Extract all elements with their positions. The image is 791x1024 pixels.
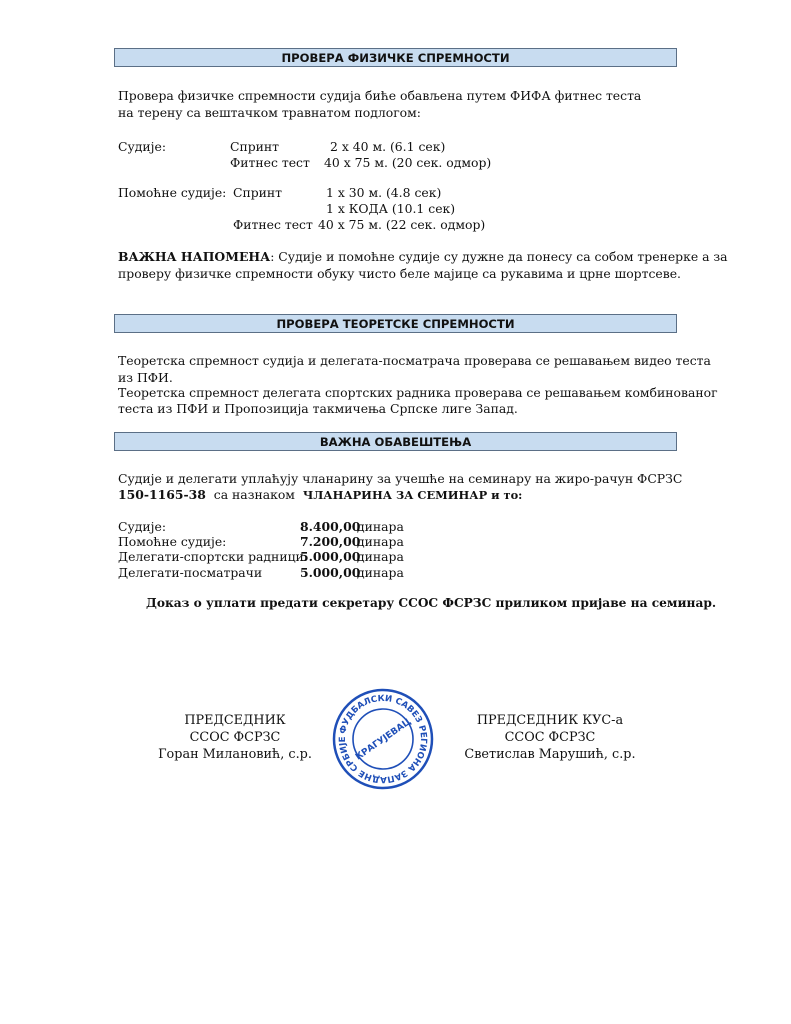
physical-intro-line-1: Провера физичке спремности судија биће обављена путем ФИФА фитнес теста: [118, 88, 642, 103]
fee-currency-assistants: динара: [357, 534, 404, 549]
theoretical-line-4: теста из ПФИ и Пропозиција такмичења Српске лиге Запад.: [118, 401, 518, 416]
fee-amount-delegates-observers: 5.000,00: [300, 565, 361, 580]
fee-currency-delegates-sport: динара: [357, 549, 404, 564]
payment-proof-note: Доказ о уплати предати секретару ССОС ФСРЗС приликом пријаве на семинар.: [146, 596, 717, 610]
referees-value-sprint: 2 x 40 м. (6.1 сек): [330, 139, 446, 154]
signature-right: [450, 712, 650, 763]
theoretical-line-3: Теоретска спремност делегата спортских радника проверава се решавањем комбинованог: [118, 385, 718, 400]
fee-amount-assistants: 7.200,00: [300, 534, 361, 549]
signature-right-name: Светислав Марушић, с.р.: [464, 747, 636, 762]
notices-line-2: [118, 486, 522, 504]
fee-label-delegates-observers: Делегати-посматрачи: [118, 565, 263, 580]
signature-right-org: ССОС ФСРЗС: [504, 730, 596, 745]
fee-currency-referees: динара: [357, 519, 404, 534]
fee-currency-delegates-observers: динара: [357, 565, 404, 580]
important-note-text-1: : Судије и помоћне судије су дужне да понесу са собом тренерке а за: [270, 249, 728, 264]
stamp-center-text: КРАГУЈЕВАЦ: [353, 717, 414, 763]
referees-label: Судије:: [118, 139, 167, 154]
section-header-notices: ВАЖНА ОБАВЕШТЕЊА: [114, 432, 677, 451]
referees-test-sprint: Спринт: [230, 139, 280, 154]
important-note-line-2: проверу физичке спремности обуку чисто беле мајице са рукавима и црне шортсеве.: [118, 266, 681, 281]
fee-label-delegates-sport: Делегати-спортски радници:: [118, 549, 308, 564]
section-header-theoretical: ПРОВЕРА ТЕОРЕТСКЕ СПРЕМНОСТИ: [114, 314, 677, 333]
important-note-line-1: [118, 248, 728, 265]
notices-line-1: Судије и делегати уплаћују чланарину за учешће на семинару на жиро-рачун ФСРЗС: [118, 471, 683, 486]
signature-left-org: ССОС ФСРЗС: [189, 730, 281, 745]
assistants-label: Помоћне судије:: [118, 185, 227, 200]
important-note-label: ВАЖНА НАПОМЕНА: [118, 249, 271, 264]
fee-label-referees: Судије:: [118, 519, 167, 534]
signature-right-title: ПРЕДСЕДНИК КУС-а: [476, 713, 624, 728]
assistants-value-koda: 1 x КОДА (10.1 сек): [326, 201, 456, 216]
assistants-test-fitness: Фитнес тест: [233, 217, 313, 232]
signature-left: [135, 712, 335, 763]
account-purpose: ЧЛАНАРИНА ЗА СЕМИНАР и то:: [302, 488, 523, 502]
referees-test-fitness: Фитнес тест: [230, 155, 310, 170]
stamp-ring-text: ФУДБАЛСКИ САВЕЗ РЕГИОНА ЗАПАДНЕ СРБИЈЕ: [337, 693, 429, 785]
theoretical-line-2: из ПФИ.: [118, 370, 173, 385]
referees-value-fitness: 40 x 75 м. (20 сек. одмор): [324, 155, 492, 170]
official-stamp: [332, 688, 434, 790]
signature-left-title: ПРЕДСЕДНИК: [184, 713, 286, 728]
assistants-value-sprint: 1 x 30 м. (4.8 сек): [326, 185, 442, 200]
signature-left-name: Горан Милановић, с.р.: [158, 747, 312, 762]
fee-amount-delegates-sport: 5.000,00: [300, 549, 361, 564]
assistants-value-fitness: 40 x 75 м. (22 сек. одмор): [318, 217, 486, 232]
fee-amount-referees: 8.400,00: [300, 519, 361, 534]
physical-intro-line-2: на терену са вештачком травнатом подлогом:: [118, 105, 421, 120]
account-text: са назнаком: [213, 487, 295, 502]
fee-label-assistants: Помоћне судије:: [118, 534, 227, 549]
section-header-physical: ПРОВЕРА ФИЗИЧКЕ СПРЕМНОСТИ: [114, 48, 677, 67]
account-number: 150-1165-38: [118, 487, 206, 502]
theoretical-line-1: Теоретска спремност судија и делегата-посматрача проверава се решавањем видео теста: [118, 353, 711, 368]
assistants-test-sprint: Спринт: [233, 185, 283, 200]
